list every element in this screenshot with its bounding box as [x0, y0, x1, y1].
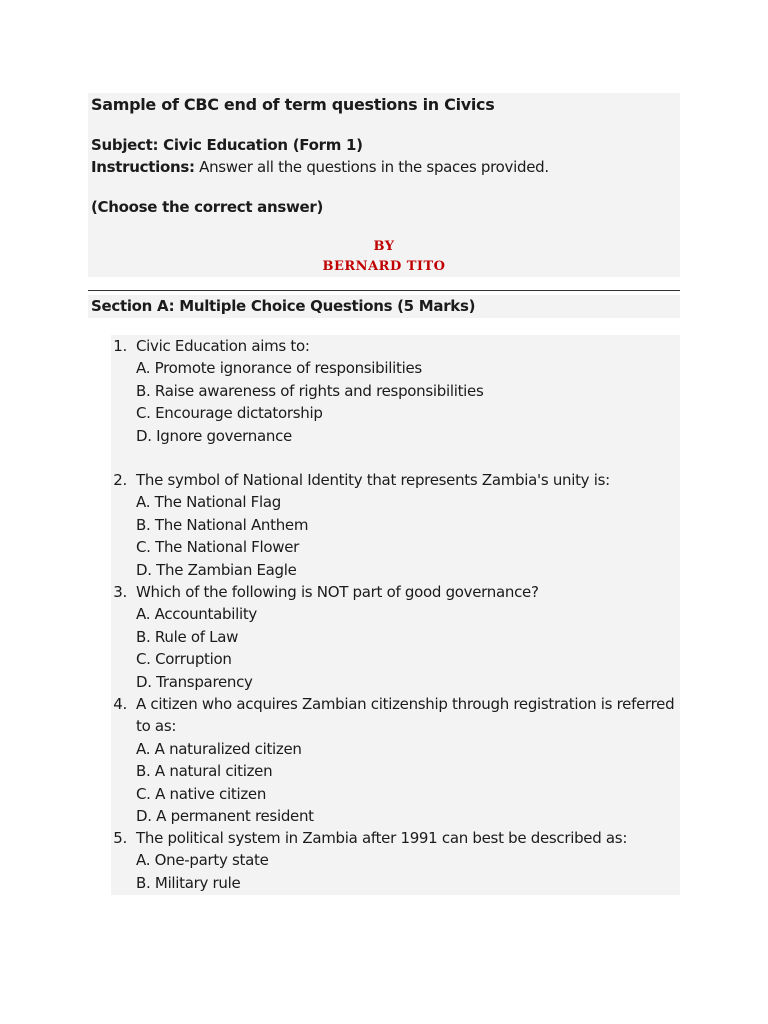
author-name: BERNARD TITO: [322, 259, 446, 274]
subject-line: Subject: Civic Education (Form 1): [91, 136, 363, 154]
answer-option: B. The National Anthem: [136, 515, 309, 534]
question-text: Civic Education aims to:: [136, 337, 310, 355]
answer-option: A. A naturalized citizen: [136, 739, 302, 758]
answer-option: D. The Zambian Eagle: [136, 560, 297, 579]
question-text: to as:: [136, 717, 177, 736]
instructions-line: [91, 158, 549, 176]
answer-option: D. Ignore governance: [136, 426, 292, 445]
answer-option: D. Transparency: [136, 672, 253, 691]
author-by: BY: [373, 239, 395, 254]
answer-option: C. Corruption: [136, 650, 232, 669]
answer-option: A. One-party state: [136, 851, 269, 870]
question-number: 4.: [113, 695, 127, 713]
question-text: The symbol of National Identity that represents Zambia's unity is:: [136, 471, 610, 489]
horizontal-rule: [88, 290, 680, 291]
instructions-text: Answer all the questions in the spaces provided.: [194, 158, 549, 176]
answer-option: B. Rule of Law: [136, 627, 239, 646]
question-number: 3.: [113, 583, 127, 601]
answer-option: A. Promote ignorance of responsibilities: [136, 359, 422, 378]
answer-option: B. Raise awareness of rights and responsibilities: [136, 381, 484, 400]
question-text: Which of the following is NOT part of good governance?: [136, 583, 539, 601]
answer-option: A. Accountability: [136, 605, 257, 624]
question-text: The political system in Zambia after 1991 can best be described as:: [136, 829, 628, 847]
answer-option: B. A natural citizen: [136, 762, 273, 781]
document-title: Sample of CBC end of term questions in Civics: [91, 95, 495, 114]
answer-option: C. A native citizen: [136, 784, 267, 803]
answer-option: A. The National Flag: [136, 493, 281, 512]
answer-option: B. Military rule: [136, 873, 241, 892]
answer-option: C. The National Flower: [136, 538, 299, 557]
answer-option: C. Encourage dictatorship: [136, 404, 323, 423]
question-number: 5.: [113, 829, 127, 847]
answer-option: D. A permanent resident: [136, 807, 314, 825]
question-text: A citizen who acquires Zambian citizenship through registration is referred: [136, 695, 675, 713]
instructions-label: Instructions:: [91, 158, 195, 176]
section-heading: Section A: Multiple Choice Questions (5 Marks): [91, 297, 476, 315]
question-number: 2.: [113, 471, 127, 489]
choose-note: (Choose the correct answer): [91, 198, 324, 216]
question-number: 1.: [113, 337, 127, 355]
